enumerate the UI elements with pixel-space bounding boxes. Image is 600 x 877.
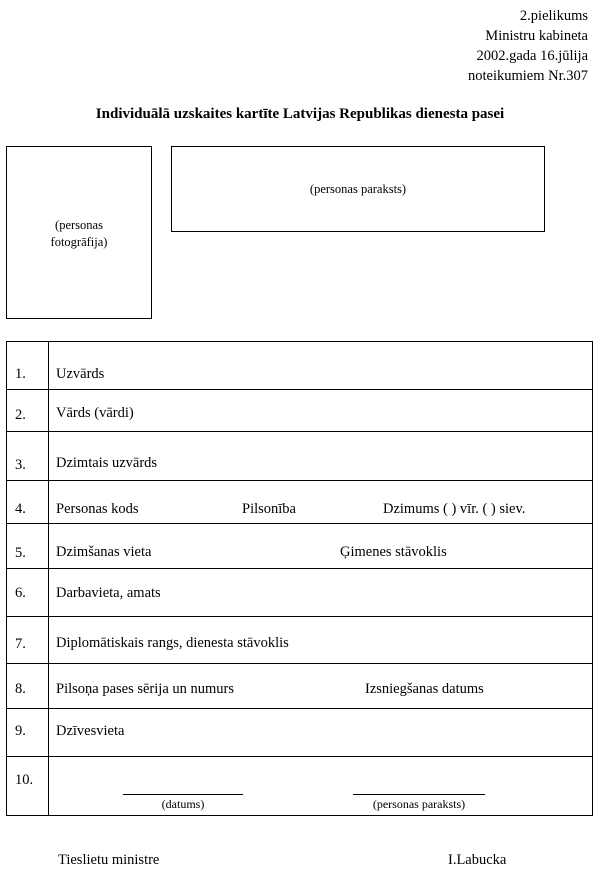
form-table bbox=[6, 341, 593, 816]
date-signature-line bbox=[123, 794, 243, 795]
date-caption: (datums) bbox=[161, 797, 205, 811]
photo-caption-line: fotogrāfija) bbox=[50, 235, 108, 249]
document-title: Individuālā uzskaites kartīte Latvijas Republikas dienesta pasei bbox=[95, 106, 505, 122]
row-divider bbox=[7, 431, 592, 432]
row-divider bbox=[7, 480, 592, 481]
minister-title: Tieslietu ministre bbox=[58, 852, 160, 868]
field-birthplace: Dzimšanas vieta bbox=[56, 544, 152, 560]
field-citizenship: Pilsonība bbox=[242, 501, 296, 517]
field-surname: Uzvārds bbox=[56, 366, 105, 382]
row-number: 1. bbox=[15, 366, 26, 382]
column-divider bbox=[48, 342, 49, 815]
photo-caption bbox=[7, 217, 151, 251]
row-number: 7. bbox=[15, 636, 26, 652]
row-divider bbox=[7, 708, 592, 709]
person-signature-line bbox=[353, 794, 485, 795]
row-divider bbox=[7, 389, 592, 390]
document-reference bbox=[468, 6, 588, 86]
field-residence: Dzīvesvieta bbox=[56, 723, 125, 739]
row-number: 6. bbox=[15, 585, 26, 601]
row-divider bbox=[7, 756, 592, 757]
photo-box bbox=[6, 146, 152, 319]
field-sex: Dzimums ( ) vīr. ( ) siev. bbox=[383, 501, 526, 517]
ref-line: 2002.gada 16.jūlija bbox=[476, 48, 588, 64]
ref-line: noteikumiem Nr.307 bbox=[467, 68, 588, 84]
row-divider bbox=[7, 568, 592, 569]
row-number: 8. bbox=[15, 681, 26, 697]
ref-line: 2.pielikums bbox=[519, 8, 588, 24]
row-divider bbox=[7, 616, 592, 617]
field-birth-surname: Dzimtais uzvārds bbox=[56, 455, 158, 471]
signature-box bbox=[171, 146, 545, 232]
field-given-names: Vārds (vārdi) bbox=[56, 405, 134, 421]
minister-name: I.Labucka bbox=[448, 852, 507, 868]
field-diplomatic-rank: Diplomātiskais rangs, dienesta stāvoklis bbox=[56, 635, 289, 651]
field-workplace: Darbavieta, amats bbox=[56, 585, 161, 601]
field-marital-status: Ģimenes stāvoklis bbox=[340, 544, 447, 560]
row-divider bbox=[7, 523, 592, 524]
row-number: 3. bbox=[15, 457, 26, 473]
field-personal-code: Personas kods bbox=[56, 501, 139, 517]
photo-caption-line: (personas bbox=[55, 218, 103, 232]
row-divider bbox=[7, 663, 592, 664]
row-number: 9. bbox=[15, 723, 26, 739]
ref-line: Ministru kabineta bbox=[485, 28, 588, 44]
field-issue-date: Izsniegšanas datums bbox=[365, 681, 484, 697]
row-number: 10. bbox=[15, 772, 34, 788]
row-number: 2. bbox=[15, 407, 26, 423]
row-number: 4. bbox=[15, 501, 26, 517]
row-number: 5. bbox=[15, 545, 26, 561]
field-passport-number: Pilsoņa pases sērija un numurs bbox=[56, 681, 235, 697]
signature-caption: (personas paraksts) bbox=[309, 182, 407, 196]
person-signature-caption: (personas paraksts) bbox=[372, 797, 466, 811]
